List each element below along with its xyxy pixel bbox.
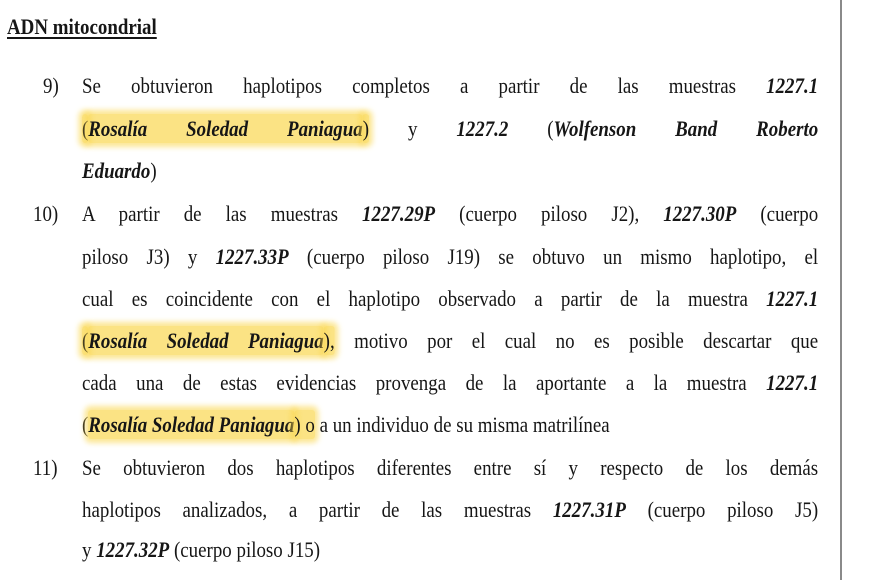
- emphasized-text: 1227.31P: [552, 497, 626, 522]
- paragraph-line: [82, 412, 818, 438]
- text-segment: y: [369, 116, 457, 141]
- highlighted-text: Rosalía Soledad Paniagua: [88, 412, 295, 437]
- item-number: 10): [33, 201, 59, 226]
- highlighted-text: Rosalía Soledad Paniagua: [88, 116, 363, 141]
- item-number: 9): [43, 73, 59, 98]
- paragraph-line: [82, 116, 818, 142]
- text-segment: (cuerpo piloso J5): [625, 497, 819, 522]
- emphasized-text: 1227.29P: [362, 201, 436, 226]
- text-segment: haplotipos analizados, a partir de las muestras: [82, 497, 553, 522]
- paragraph-line: [82, 455, 818, 481]
- text-segment: (cuerpo: [736, 201, 819, 226]
- paragraph-line: [82, 201, 818, 227]
- text-segment: (cuerpo piloso J2),: [435, 201, 664, 226]
- highlighted-text: ): [362, 116, 370, 141]
- paragraph-line: [82, 497, 818, 523]
- emphasized-text: 1227.32P: [96, 537, 170, 562]
- emphasized-text: 1227.1: [766, 286, 819, 311]
- paragraph-line: [82, 370, 818, 396]
- emphasized-text: 1227.2: [456, 116, 509, 141]
- highlighted-text: ),: [323, 328, 335, 353]
- item-number: 11): [33, 455, 58, 480]
- text-segment: Se obtuvieron dos haplotipos diferentes entre sí y respecto de los demás: [82, 455, 819, 480]
- paragraph-line: [82, 158, 818, 184]
- text-segment: (: [508, 116, 554, 141]
- emphasized-text: 1227.30P: [663, 201, 737, 226]
- text-segment: ): [150, 158, 157, 183]
- emphasized-text: Eduardo: [82, 158, 151, 183]
- text-segment: y: [82, 537, 97, 562]
- page-edge-line: [840, 0, 842, 580]
- highlighted-text: (: [82, 328, 89, 353]
- text-segment: motivo por el cual no es posible descartar que: [334, 328, 819, 353]
- text-segment: piloso J3) y: [82, 244, 216, 269]
- emphasized-text: 1227.33P: [215, 244, 289, 269]
- emphasized-text: 1227.1: [766, 370, 819, 395]
- text-segment: A partir de las muestras: [82, 201, 363, 226]
- paragraph-line: [82, 286, 818, 312]
- text-segment: a un individuo de su misma matrilínea: [314, 412, 610, 437]
- text-segment: cada una de estas evidencias provenga de la aportante a la muestra: [82, 370, 767, 395]
- text-segment: cual es coincidente con el haplotipo observado a partir de la muestra: [82, 286, 767, 311]
- text-segment: (cuerpo piloso J15): [169, 537, 321, 562]
- emphasized-text: 1227.1: [766, 73, 819, 98]
- text-segment: Se obtuvieron haplotipos completos a partir de las muestras: [82, 73, 767, 98]
- paragraph-line: [82, 244, 818, 270]
- text-segment: (cuerpo piloso J19) se obtuvo un mismo haplotipo, el: [288, 244, 819, 269]
- emphasized-text: Wolfenson Band Roberto: [553, 116, 819, 141]
- highlighted-text: ) o: [294, 412, 315, 437]
- section-heading: ADN mitocondrial: [7, 14, 157, 39]
- highlighted-text: (: [82, 116, 89, 141]
- highlighted-text: Rosalía Soledad Paniagua: [88, 328, 324, 353]
- paragraph-line: [82, 73, 818, 99]
- paragraph-line: [82, 537, 818, 563]
- paragraph-line: [82, 328, 818, 354]
- text-segment: (: [82, 412, 89, 437]
